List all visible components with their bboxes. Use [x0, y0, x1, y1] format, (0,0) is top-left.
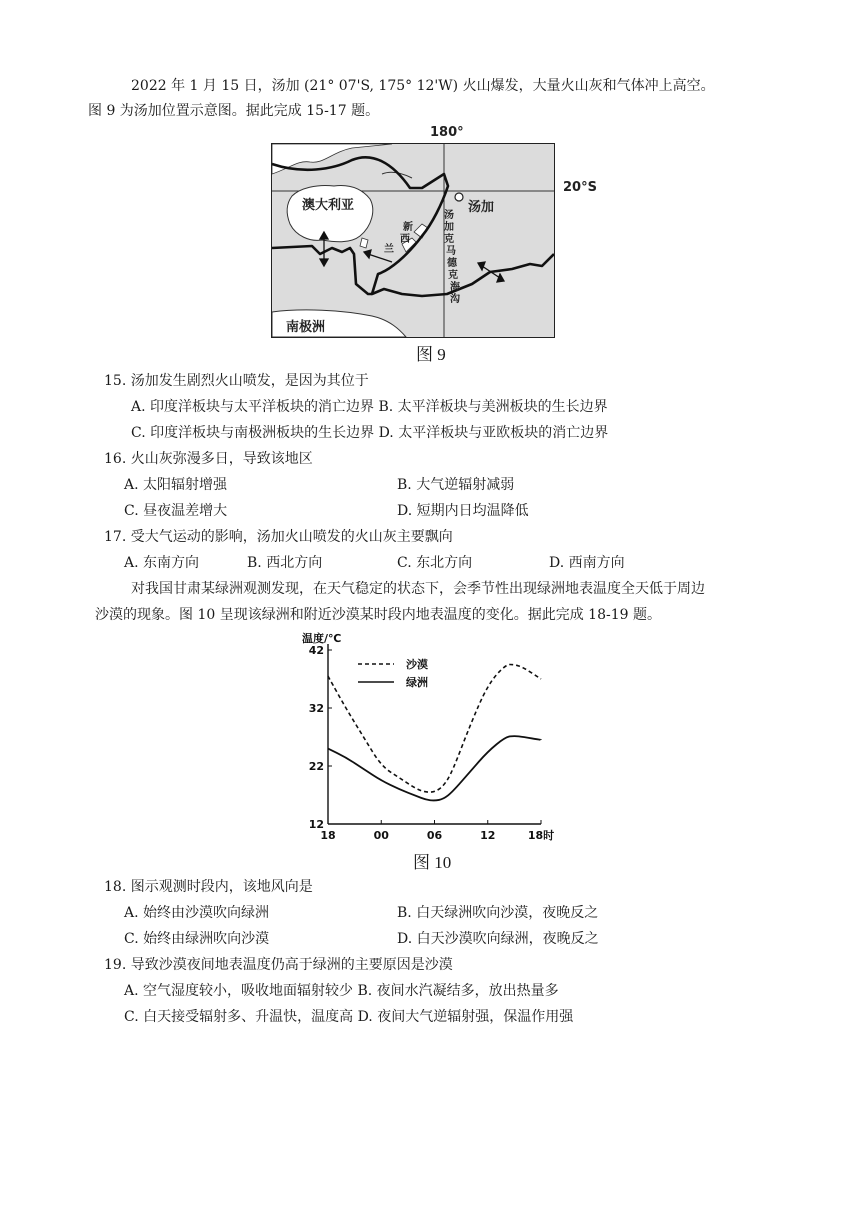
trench-label-7: 海: [450, 282, 460, 293]
intro-line-2: 图 9 为汤加位置示意图。据此完成 15-17 题。: [88, 103, 380, 119]
y-tick-label: 32: [308, 702, 324, 715]
y-tick-label: 42: [308, 644, 324, 657]
australia-label: 澳大利亚: [302, 198, 355, 213]
q17-option-a: A. 东南方向: [124, 555, 200, 571]
intro-line-1: 2022 年 1 月 15 日，汤加 (21° 07'S, 175° 12'W) 火山爆发，大量火山灰和气体冲上高空。: [131, 78, 715, 94]
trench-label-5: 德: [447, 258, 457, 269]
q17-option-b: B. 西北方向: [247, 555, 323, 571]
map-drawing: [272, 144, 554, 337]
legend-label-oasis: 绿洲: [406, 676, 428, 689]
x-tick-label: 12: [480, 829, 496, 842]
q16-option-a: A. 太阳辐射增强: [124, 477, 228, 493]
tonga-location-map: [271, 143, 555, 338]
trench-label-8: 沟: [450, 294, 460, 305]
intro2-line-2: 沙漠的现象。图 10 呈现该绿洲和附近沙漠某时段内地表温度的变化。据此完成 18-19 题。: [95, 607, 661, 623]
map-parallel-label: 20°S: [563, 180, 597, 195]
trench-label-2: 加: [444, 222, 454, 233]
tonga-label: 汤加: [468, 200, 495, 215]
chart-svg: [296, 632, 566, 852]
x-tick-label: 18时: [527, 829, 555, 842]
q18-stem: 18. 图示观测时段内，该地风向是: [104, 879, 313, 895]
q17-stem: 17. 受大气运动的影响，汤加火山喷发的火山灰主要飘向: [104, 529, 453, 545]
trench-label-4: 马: [446, 246, 456, 257]
trench-label-3: 克: [444, 234, 454, 245]
trench-label-6: 克: [448, 270, 458, 281]
q16-option-c: C. 昼夜温差增大: [124, 503, 228, 519]
temperature-chart: [296, 632, 566, 852]
q16-option-b: B. 大气逆辐射减弱: [397, 477, 515, 493]
q19-options-row-2: C. 白天接受辐射多、升温快，温度高 D. 夜间大气逆辐射强，保温作用强: [124, 1009, 574, 1025]
nz-label-1: 新: [403, 222, 413, 233]
q15-options-row-2: C. 印度洋板块与南极洲板块的生长边界 D. 太平洋板块与亚欧板块的消亡边界: [131, 425, 609, 441]
x-tick-label: 18: [320, 829, 336, 842]
q17-option-c: C. 东北方向: [397, 555, 473, 571]
y-tick-label: 12: [308, 818, 324, 831]
trench-label-1: 汤: [444, 210, 454, 221]
x-tick-label: 00: [373, 829, 389, 842]
figure-9-caption: 图 9: [416, 345, 446, 364]
q17-option-d: D. 西南方向: [549, 555, 625, 571]
q18-option-c: C. 始终由绿洲吹向沙漠: [124, 931, 270, 947]
intro2-line-1: 对我国甘肃某绿洲观测发现，在天气稳定的状态下，会季节性出现绿洲地表温度全天低于周边: [131, 581, 705, 597]
q16-stem: 16. 火山灰弥漫多日，导致该地区: [104, 451, 313, 467]
nz-label-3: 兰: [384, 244, 394, 255]
q18-option-a: A. 始终由沙漠吹向绿洲: [124, 905, 270, 921]
x-tick-label: 06: [426, 829, 443, 842]
q16-option-d: D. 短期内日均温降低: [397, 503, 529, 519]
y-tick-label: 22: [308, 760, 324, 773]
q19-options-row-1: A. 空气湿度较小，吸收地面辐射较少 B. 夜间水汽凝结多，放出热量多: [124, 983, 559, 999]
y-axis-label: 温度/℃: [302, 632, 342, 645]
q15-options-row-1: A. 印度洋板块与太平洋板块的消亡边界 B. 太平洋板块与美洲板块的生长边界: [131, 399, 608, 415]
legend-label-desert: 沙漠: [406, 658, 428, 671]
figure-10-caption: 图 10: [413, 853, 452, 872]
q18-option-d: D. 白天沙漠吹向绿洲，夜晚反之: [397, 931, 599, 947]
q15-stem: 15. 汤加发生剧烈火山喷发，是因为其位于: [104, 373, 369, 389]
map-meridian-label: 180°: [430, 125, 464, 140]
antarctica-label: 南极洲: [286, 320, 326, 335]
q19-stem: 19. 导致沙漠夜间地表温度仍高于绿洲的主要原因是沙漠: [104, 957, 453, 973]
q18-option-b: B. 白天绿洲吹向沙漠，夜晚反之: [397, 905, 599, 921]
nz-label-2: 西: [400, 234, 410, 245]
series-line-desert: [328, 665, 541, 793]
